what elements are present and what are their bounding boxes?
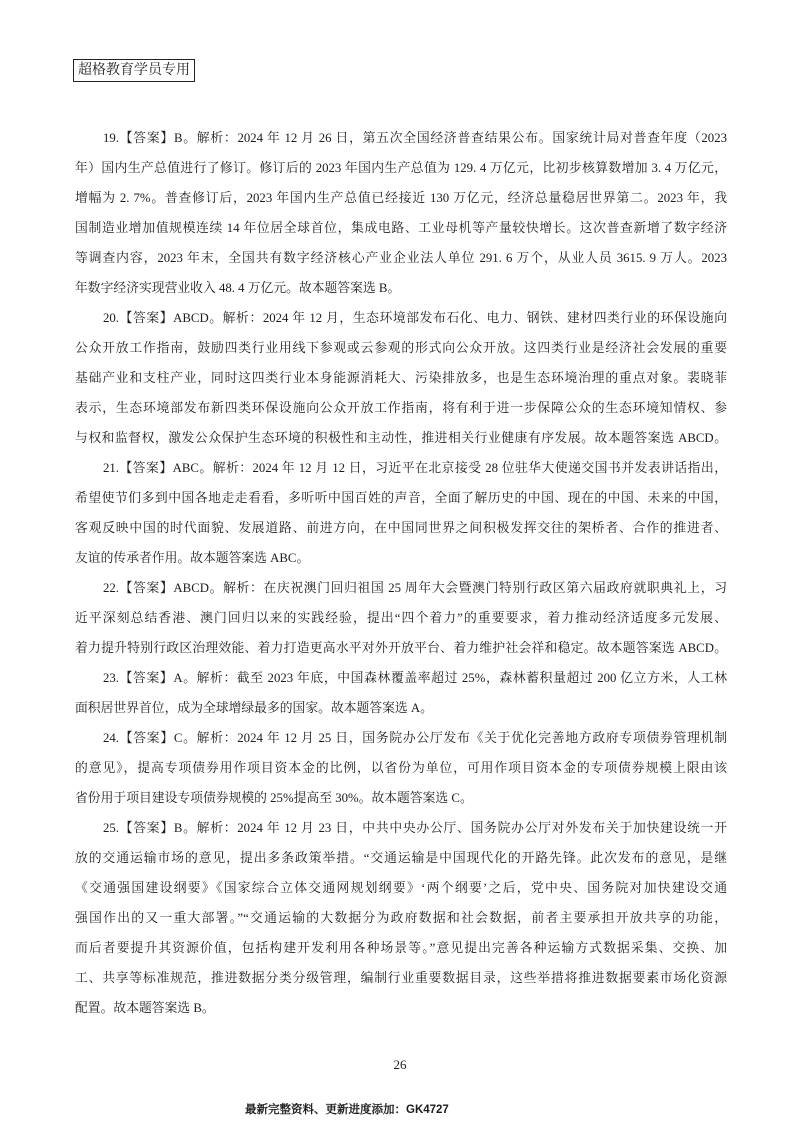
answer-21 <box>75 453 727 573</box>
page-number: 26 <box>393 1057 407 1072</box>
answer-20-line-2: 公众开放工作指南，鼓励四类行业用线下参观或云参观的形式向公众开放。这四类行业是经济社会发展的重要 <box>75 341 727 355</box>
answer-25-line-1: 25.【答案】B。解析：2024 年 12 月 23 日，中共中央办公厅、国务院办公厅对外发布关于加快建设统一开 <box>103 821 727 835</box>
answer-19-line-6: 年数字经济实现营业收入 48. 4 万亿元。故本题答案选 B。 <box>75 281 401 295</box>
answer-19-line-3: 增幅为 2. 7%。普查修订后，2023 年国内生产总值已经接近 130 万亿元，经济总量稳居世界第二。2023 年，我 <box>75 191 727 205</box>
answer-explanations <box>75 123 727 1023</box>
answer-25-line-3: 《交通强国建设纲要》《国家综合立体交通网规划纲要》‘两个纲要’之后，党中央、国务院对加快建设交通 <box>75 881 727 895</box>
answer-22-line-2: 近平深刻总结香港、澳门回归以来的实践经验，提出“四个着力”的重要要求，着力推动经济适度多元发展、 <box>75 611 727 625</box>
answer-22-line-1: 22.【答案】ABCD。解析：在庆祝澳门回归祖国 25 周年大会暨澳门特别行政区第六届政府就职典礼上，习 <box>103 581 727 595</box>
answer-25-line-6: 工、共享等标准规范，推进数据分类分级管理，编制行业重要数据目录，这些举措将推进数据要素市场化资源 <box>75 971 727 985</box>
answer-20-line-3: 基础产业和支柱产业，同时这四类行业本身能源消耗大、污染排放多，也是生态环境治理的重点对象。裴晓菲 <box>75 371 727 385</box>
answer-21-line-3: 客观反映中国的时代面貌、发展道路、前进方向，在中国同世界之间积极发挥交往的架桥者、合作的推进者、 <box>75 521 727 535</box>
answer-22 <box>75 573 727 663</box>
answer-19-line-2: 年）国内生产总值进行了修订。修订后的 2023 年国内生产总值为 129. 4 万亿元，比初步核算数增加 3. 4 万亿元， <box>75 161 727 175</box>
answer-19-line-5: 等调查内容，2023 年末，全国共有数字经济核心产业企业法人单位 291. 6 万个，从业人员 3615. 9 万人。2023 <box>75 251 727 265</box>
answer-20-line-1: 20.【答案】ABCD。解析：2024 年 12 月，生态环境部发布石化、电力、钢铁、建材四类行业的环保设施向 <box>103 311 727 325</box>
answer-19-line-1: 19.【答案】B。解析：2024 年 12 月 26 日，第五次全国经济普查结果公布。国家统计局对普查年度（2023 <box>103 131 727 145</box>
answer-23-line-1: 23.【答案】A。解析：截至 2023 年底，中国森林覆盖率超过 25%，森林蓄积量超过 200 亿立方米，人工林 <box>103 671 727 685</box>
student-only-badge: 超格教育学员专用 <box>73 59 195 82</box>
answer-21-line-2: 希望使节们多到中国各地走走看看，多听听中国百姓的声音，全面了解历史的中国、现在的中国、未来的中国， <box>75 491 727 505</box>
answer-24-line-1: 24.【答案】C。解析：2024 年 12 月 25 日，国务院办公厅发布《关于优化完善地方政府专项债券管理机制 <box>103 731 727 745</box>
answer-19 <box>75 123 727 303</box>
answer-20-line-5: 与权和监督权，激发公众保护生态环境的积极性和主动性，推进相关行业健康有序发展。故本题答案选 ABCD。 <box>75 431 727 445</box>
answer-25-line-2: 放的交通运输市场的意见，提出多条政策举措。“交通运输是中国现代化的开路先锋。此次发布的意见，是继 <box>75 851 727 865</box>
footer-note: 最新完整资料、更新进度添加：GK4727 <box>245 1104 449 1116</box>
answer-23-line-2: 面积居世界首位，成为全球增绿最多的国家。故本题答案选 A。 <box>75 701 433 715</box>
answer-25 <box>75 813 727 1023</box>
answer-21-line-4: 友谊的传承者作用。故本题答案选 ABC。 <box>75 551 310 565</box>
answer-25-line-7: 配置。故本题答案选 B。 <box>75 1001 215 1015</box>
answer-24 <box>75 723 727 813</box>
answer-19-line-4: 国制造业增加值规模连续 14 年位居全球首位，集成电路、工业母机等产量较快增长。这次普查新增了数字经济 <box>75 221 727 235</box>
answer-22-line-3: 着力提升特别行政区治理效能、着力打造更高水平对外开放平台、着力维护社会祥和稳定。故本题答案选 ABCD。 <box>75 641 727 655</box>
answer-20-line-4: 表示，生态环境部发布新四类环保设施向公众开放工作指南，将有利于进一步保障公众的生态环境知情权、参 <box>75 401 727 415</box>
answer-24-line-3: 省份用于项目建设专项债券规模的 25%提高至 30%。故本题答案选 C。 <box>75 791 473 805</box>
answer-25-line-4: 强国作出的又一重大部署。”“交通运输的大数据分为政府数据和社会数据，前者主要承担开放共享的功能， <box>75 911 727 925</box>
answer-25-line-5: 而后者要提升其资源价值，包括构建开发利用各种场景等。”意见提出完善各种运输方式数据采集、交换、加 <box>75 941 727 955</box>
answer-20 <box>75 303 727 453</box>
answer-21-line-1: 21.【答案】ABC。解析：2024 年 12 月 12 日，习近平在北京接受 28 位驻华大使递交国书并发表讲话指出， <box>103 461 727 475</box>
answer-24-line-2: 的意见》，提高专项债券用作项目资本金的比例，以省份为单位，可用作项目资本金的专项债券规模上限由该 <box>75 761 727 775</box>
answer-23 <box>75 663 727 723</box>
